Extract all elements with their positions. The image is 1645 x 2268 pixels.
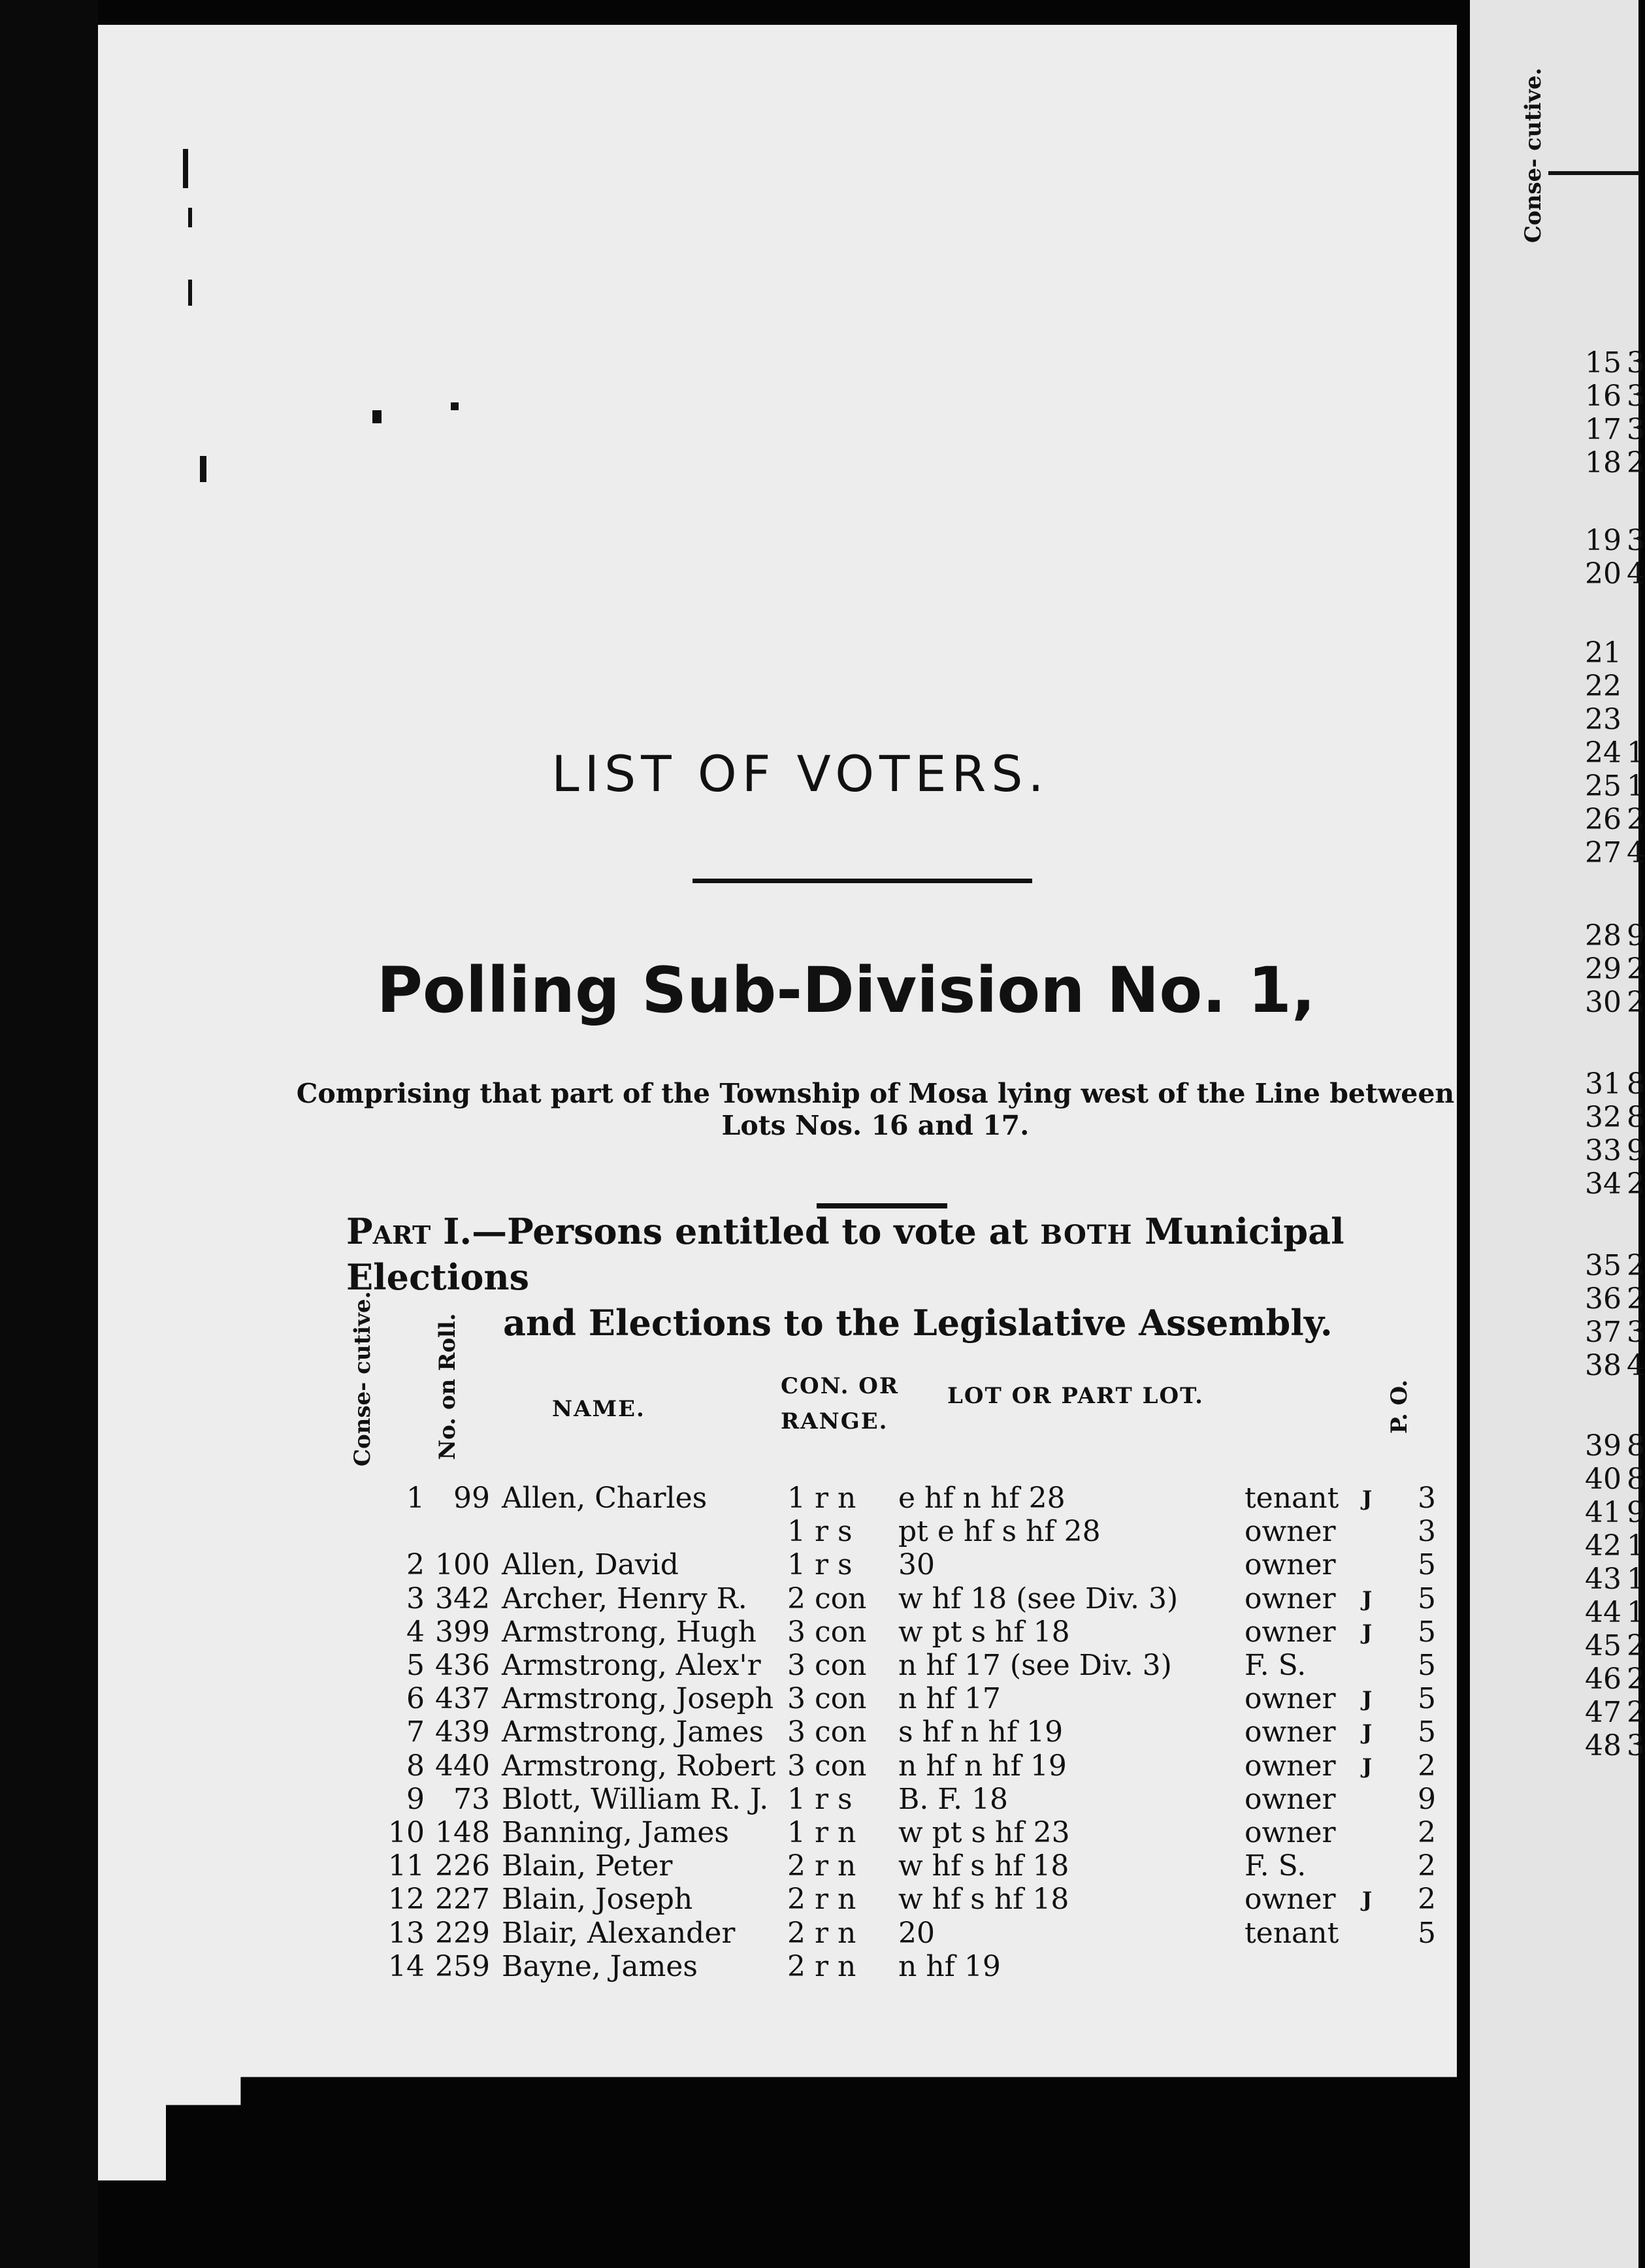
adjacent-consecutive-number: 35 — [1585, 1249, 1621, 1282]
table-row — [0, 1649, 1470, 1683]
status: F. S. — [1245, 1849, 1307, 1883]
voter-name: Blair, Alexander — [502, 1916, 736, 1950]
adjacent-consecutive-number: 19 — [1585, 524, 1621, 557]
adjacent-consecutive-number: 47 — [1585, 1696, 1621, 1729]
concession: 2 r n — [787, 1883, 856, 1917]
post-office: 5 — [1418, 1715, 1436, 1749]
concession: 3 con — [787, 1715, 867, 1749]
concession: 1 r s — [787, 1515, 853, 1549]
part-both: BOTH — [1040, 1220, 1133, 1250]
col-header-con — [781, 1369, 899, 1440]
voter-name: Banning, James — [502, 1816, 730, 1849]
col-header-po: P. O. — [1386, 1379, 1412, 1434]
lot: w hf 18 (see Div. 3) — [898, 1581, 1179, 1615]
consecutive-number: 6 — [406, 1682, 425, 1716]
col-header-lot: LOT OR PART LOT. — [947, 1383, 1204, 1409]
lot: n hf 17 — [898, 1682, 1001, 1716]
roll-number: 148 — [435, 1816, 490, 1849]
adjacent-consecutive-number: 18 — [1585, 446, 1621, 479]
status: owner — [1245, 1548, 1336, 1582]
adjacent-consecutive-number: 31 — [1585, 1067, 1621, 1101]
adjacent-roll-digit: 3 — [1627, 346, 1645, 380]
adjacent-consecutive-number: 39 — [1585, 1429, 1621, 1463]
table-row — [0, 1950, 1470, 1984]
adjacent-roll-digit: 2 — [1627, 1167, 1645, 1201]
adjacent-consecutive-number: 44 — [1585, 1596, 1621, 1629]
status: tenant — [1245, 1482, 1339, 1515]
lot: e hf n hf 28 — [898, 1482, 1066, 1515]
adjacent-roll-digit: 2 — [1627, 1696, 1645, 1729]
voter-name: Armstrong, Hugh — [502, 1615, 757, 1649]
post-office: 2 — [1418, 1849, 1436, 1883]
roll-number: 73 — [453, 1782, 490, 1816]
status: owner — [1245, 1715, 1336, 1749]
roll-number: 439 — [435, 1715, 490, 1749]
concession: 3 con — [787, 1682, 867, 1716]
consecutive-number: 3 — [406, 1581, 425, 1615]
roll-number: 227 — [435, 1883, 490, 1917]
adjacent-consecutive-number: 33 — [1585, 1134, 1621, 1167]
adjacent-roll-digit: 3 — [1627, 524, 1645, 557]
adjacent-consecutive-number: 26 — [1585, 803, 1621, 836]
table-row — [0, 1783, 1470, 1817]
concession: 2 con — [787, 1581, 867, 1615]
adjacent-roll-digit: 1 — [1627, 1596, 1645, 1629]
consecutive-number: 2 — [406, 1548, 425, 1582]
juror-mark: J — [1362, 1720, 1373, 1745]
table-row — [0, 1615, 1470, 1649]
lot: n hf 19 — [898, 1949, 1001, 1983]
juror-mark: J — [1362, 1619, 1373, 1645]
roll-number: 437 — [435, 1682, 490, 1716]
consecutive-number: 11 — [388, 1849, 425, 1883]
adjacent-consecutive-number: 46 — [1585, 1662, 1621, 1696]
adjacent-roll-digit: 3 — [1627, 1729, 1645, 1762]
concession: 2 r n — [787, 1949, 856, 1983]
ink-speck — [451, 402, 459, 410]
adjacent-consecutive-number: 32 — [1585, 1101, 1621, 1134]
ink-speck — [372, 410, 382, 423]
juror-mark: J — [1362, 1887, 1373, 1913]
concession: 1 r s — [787, 1782, 853, 1816]
consecutive-number: 12 — [388, 1883, 425, 1917]
lot: w hf s hf 18 — [898, 1849, 1069, 1883]
voter-name: Armstrong, James — [502, 1715, 764, 1749]
roll-number: 259 — [435, 1949, 490, 1983]
lot: B. F. 18 — [898, 1782, 1008, 1816]
adjacent-roll-digit: 9 — [1627, 919, 1645, 952]
consecutive-number: 9 — [406, 1782, 425, 1816]
concession: 3 con — [787, 1749, 867, 1783]
adjacent-roll-digit: 1 — [1627, 736, 1645, 770]
voter-name: Bayne, James — [502, 1949, 698, 1983]
table-row — [0, 1715, 1470, 1749]
post-office: 2 — [1418, 1749, 1436, 1783]
adjacent-consecutive-number: 16 — [1585, 380, 1621, 413]
adjacent-consecutive-header: Conse- cutive. — [1520, 67, 1546, 243]
adjacent-roll-digit: 4 — [1627, 557, 1645, 591]
post-office: 3 — [1418, 1515, 1436, 1549]
adjacent-consecutive-number: 34 — [1585, 1167, 1621, 1201]
col-header-consecutive: Conse- cutive. — [350, 1291, 376, 1466]
post-office: 5 — [1418, 1581, 1436, 1615]
post-office: 5 — [1418, 1682, 1436, 1716]
adjacent-roll-digit: 3 — [1627, 380, 1645, 413]
concession: 3 con — [787, 1615, 867, 1649]
concession: 2 r n — [787, 1916, 856, 1950]
roll-number: 436 — [435, 1649, 490, 1682]
title-rule — [692, 879, 1032, 883]
consecutive-number: 5 — [406, 1649, 425, 1682]
page-title: LIST OF VOTERS. — [551, 745, 1049, 803]
table-row — [0, 1582, 1470, 1616]
comprising-text — [294, 1078, 1457, 1142]
roll-number: 342 — [435, 1581, 490, 1615]
lot: w pt s hf 23 — [898, 1816, 1070, 1849]
concession: 1 r n — [787, 1482, 856, 1515]
concession: 3 con — [787, 1649, 867, 1682]
voter-name: Armstrong, Joseph — [502, 1682, 774, 1716]
col-header-name: NAME. — [552, 1396, 645, 1422]
voter-name: Archer, Henry R. — [502, 1581, 747, 1615]
comprising-line-2: Lots Nos. 16 and 17. — [721, 1110, 1030, 1142]
adjacent-roll-digit: 2 — [1627, 952, 1645, 986]
roll-number: 226 — [435, 1849, 490, 1883]
voter-name: Allen, David — [502, 1548, 679, 1582]
status: tenant — [1245, 1916, 1339, 1950]
table-row — [0, 1849, 1470, 1883]
adjacent-consecutive-number: 24 — [1585, 736, 1621, 770]
post-office: 2 — [1418, 1816, 1436, 1849]
adjacent-roll-digit: 8 — [1627, 1463, 1645, 1496]
concession: 1 r s — [787, 1548, 853, 1582]
voter-name: Allen, Charles — [502, 1482, 708, 1515]
part-heading — [346, 1208, 1444, 1346]
status: owner — [1245, 1816, 1336, 1849]
adjacent-roll-digit: 1 — [1627, 770, 1645, 803]
adjacent-roll-digit: 8 — [1627, 1067, 1645, 1101]
status: owner — [1245, 1581, 1336, 1615]
table-row — [0, 1482, 1470, 1515]
post-office: 5 — [1418, 1615, 1436, 1649]
juror-mark: J — [1362, 1753, 1373, 1779]
adjacent-consecutive-number: 40 — [1585, 1463, 1621, 1496]
adjacent-consecutive-number: 37 — [1585, 1316, 1621, 1349]
adjacent-consecutive-number: 28 — [1585, 919, 1621, 952]
roll-number: 229 — [435, 1916, 490, 1950]
adjacent-roll-digit: 2 — [1627, 1662, 1645, 1696]
consecutive-number: 14 — [388, 1949, 425, 1983]
lot: w pt s hf 18 — [898, 1615, 1070, 1649]
table-row — [0, 1682, 1470, 1716]
consecutive-number: 7 — [406, 1715, 425, 1749]
comprising-line-1: Comprising that part of the Township of Mosa lying west of the Line between — [296, 1078, 1455, 1109]
adjacent-page-rule — [1548, 171, 1640, 175]
ink-speck — [200, 456, 206, 482]
col-header-con-line-1: CON. OR — [781, 1373, 900, 1399]
part-line-2: and Elections to the Legislative Assembly. — [503, 1302, 1333, 1344]
adjacent-roll-digit: 4 — [1627, 1349, 1645, 1382]
voter-name: Armstrong, Robert — [502, 1749, 776, 1783]
part-label: Part I. — [346, 1210, 472, 1252]
part-text-1: —Persons entitled to vote at — [472, 1210, 1041, 1252]
consecutive-number: 13 — [388, 1916, 425, 1950]
subdivision-heading: Polling Sub-Division No. 1, — [376, 954, 1316, 1027]
adjacent-consecutive-number: 45 — [1585, 1629, 1621, 1662]
col-header-roll: No. on Roll. — [434, 1313, 461, 1460]
ink-speck — [183, 149, 188, 188]
roll-number: 399 — [435, 1615, 490, 1649]
adjacent-consecutive-number: 22 — [1585, 670, 1621, 703]
table-row — [0, 1749, 1470, 1783]
adjacent-consecutive-number: 20 — [1585, 557, 1621, 591]
table-row — [0, 1917, 1470, 1951]
ink-speck — [188, 280, 192, 306]
roll-number: 99 — [453, 1482, 490, 1515]
status: owner — [1245, 1682, 1336, 1716]
voter-name: Blott, William R. J. — [502, 1782, 769, 1816]
status: F. S. — [1245, 1649, 1307, 1682]
adjacent-roll-digit: 1 — [1627, 1563, 1645, 1596]
adjacent-consecutive-number: 48 — [1585, 1729, 1621, 1762]
table-row — [0, 1515, 1470, 1549]
adjacent-roll-digit: 9 — [1627, 1134, 1645, 1167]
adjacent-roll-digit: 2 — [1627, 1629, 1645, 1662]
adjacent-consecutive-number: 27 — [1585, 836, 1621, 869]
concession: 2 r n — [787, 1849, 856, 1883]
lot: pt e hf s hf 28 — [898, 1515, 1101, 1549]
consecutive-number: 1 — [406, 1482, 425, 1515]
adjacent-consecutive-number: 36 — [1585, 1282, 1621, 1316]
post-office: 9 — [1418, 1782, 1436, 1816]
post-office: 5 — [1418, 1649, 1436, 1682]
adjacent-consecutive-number: 30 — [1585, 986, 1621, 1019]
consecutive-number: 8 — [406, 1749, 425, 1783]
roll-number: 100 — [435, 1548, 490, 1582]
juror-mark: J — [1362, 1486, 1373, 1511]
post-office: 5 — [1418, 1548, 1436, 1582]
table-row — [0, 1816, 1470, 1850]
adjacent-consecutive-number: 15 — [1585, 346, 1621, 380]
adjacent-consecutive-number: 43 — [1585, 1563, 1621, 1596]
adjacent-consecutive-number: 23 — [1585, 703, 1621, 736]
lot: n hf n hf 19 — [898, 1749, 1067, 1783]
adjacent-roll-digit: 8 — [1627, 1429, 1645, 1463]
voter-name: Blain, Joseph — [502, 1883, 693, 1917]
roll-number: 440 — [435, 1749, 490, 1783]
ink-speck — [188, 208, 192, 227]
voter-name: Armstrong, Alex'r — [502, 1649, 761, 1682]
part-text-2: Municipal Elections — [346, 1210, 1344, 1299]
adjacent-roll-digit: 8 — [1627, 1101, 1645, 1134]
adjacent-roll-digit: 9 — [1627, 1496, 1645, 1529]
adjacent-roll-digit: 2 — [1627, 986, 1645, 1019]
adjacent-roll-digit: 3 — [1627, 1316, 1645, 1349]
consecutive-number: 4 — [406, 1615, 425, 1649]
adjacent-consecutive-number: 42 — [1585, 1529, 1621, 1563]
adjacent-roll-digit: 2 — [1627, 1282, 1645, 1316]
lot: s hf n hf 19 — [898, 1715, 1064, 1749]
adjacent-consecutive-number: 38 — [1585, 1349, 1621, 1382]
adjacent-consecutive-number: 21 — [1585, 636, 1621, 670]
adjacent-roll-digit: 3 — [1627, 413, 1645, 446]
adjacent-roll-digit: 2 — [1627, 446, 1645, 479]
status: owner — [1245, 1615, 1336, 1649]
lot: 30 — [898, 1548, 935, 1582]
adjacent-consecutive-number: 17 — [1585, 413, 1621, 446]
adjacent-consecutive-number: 41 — [1585, 1496, 1621, 1529]
juror-mark: J — [1362, 1586, 1373, 1612]
juror-mark: J — [1362, 1687, 1373, 1712]
status: owner — [1245, 1515, 1336, 1549]
voter-name: Blain, Peter — [502, 1849, 673, 1883]
post-office: 2 — [1418, 1883, 1436, 1917]
status: owner — [1245, 1883, 1336, 1917]
concession: 1 r n — [787, 1816, 856, 1849]
lot: 20 — [898, 1916, 935, 1950]
post-office: 3 — [1418, 1482, 1436, 1515]
adjacent-roll-digit: 4 — [1627, 836, 1645, 869]
adjacent-consecutive-number: 25 — [1585, 770, 1621, 803]
post-office: 5 — [1418, 1916, 1436, 1950]
adjacent-page-strip — [1470, 0, 1645, 2268]
table-row — [0, 1883, 1470, 1917]
col-header-con-line-2: RANGE. — [781, 1408, 888, 1435]
section-rule — [817, 1203, 947, 1208]
status: owner — [1245, 1782, 1336, 1816]
adjacent-roll-digit: 2 — [1627, 1249, 1645, 1282]
lot: w hf s hf 18 — [898, 1883, 1069, 1917]
adjacent-roll-digit: 2 — [1627, 803, 1645, 836]
adjacent-roll-digit: 1 — [1627, 1529, 1645, 1563]
status: owner — [1245, 1749, 1336, 1783]
adjacent-consecutive-number: 29 — [1585, 952, 1621, 986]
table-row — [0, 1548, 1470, 1582]
consecutive-number: 10 — [388, 1816, 425, 1849]
lot: n hf 17 (see Div. 3) — [898, 1649, 1172, 1682]
